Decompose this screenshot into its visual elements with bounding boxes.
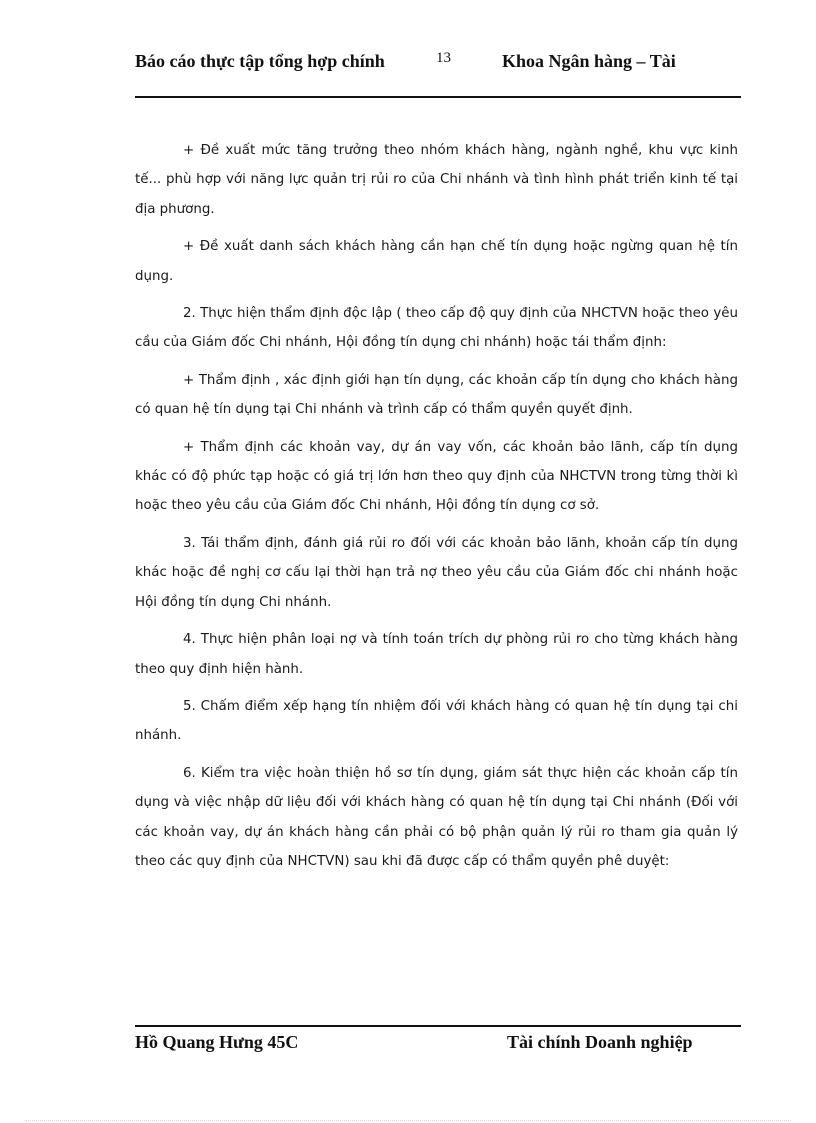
footer-rule (135, 1025, 741, 1027)
footer-major: Tài chính Doanh nghiệp (507, 1032, 693, 1052)
paragraph: + Đề xuất danh sách khách hàng cần hạn chế tín dụng hoặc ngừng quan hệ tín dụng. (135, 239, 738, 284)
paragraph: 6. Kiểm tra việc hoàn thiện hồ sơ tín dụng, giám sát thực hiện các khoản cấp tín dụng và việc nhập dữ liệu đối với khách hàng có quan hệ tín dụng tại Chi nhánh (Đối với các khoản vay, dự án khách hàng cần phải có bộ phận quản lý rủi ro tham gia quản lý theo các quy định của NHCTVN) sau khi đã được cấp có thẩm quyền phê duyệt: (135, 765, 738, 869)
page-number: 13 (436, 50, 451, 66)
footer-author: Hồ Quang Hưng 45C (135, 1032, 299, 1052)
header-faculty: Khoa Ngân hàng – Tài (502, 51, 676, 71)
page-edge-divider (25, 1120, 791, 1121)
header-report-title: Báo cáo thực tập tổng hợp chính (135, 51, 385, 71)
paragraph: + Đề xuất mức tăng trưởng theo nhóm khách hàng, ngành nghề, khu vực kinh tế... phù hợp với năng lực quản trị rủi ro của Chi nhánh và tình hình phát triển kinh tế tại địa phương. (135, 143, 738, 217)
paragraph: 4. Thực hiện phân loại nợ và tính toán trích dự phòng rủi ro cho từng khách hàng theo quy định hiện hành. (135, 632, 738, 677)
document-body (135, 136, 738, 884)
paragraph: + Thẩm định , xác định giới hạn tín dụng, các khoản cấp tín dụng cho khách hàng có quan hệ tín dụng tại Chi nhánh và trình cấp có thẩm quyền quyết định. (135, 372, 738, 418)
paragraph: 5. Chấm điểm xếp hạng tín nhiệm đối với khách hàng có quan hệ tín dụng tại chi nhánh. (135, 698, 738, 744)
paragraph: 2. Thực hiện thẩm định độc lập ( theo cấp độ quy định của NHCTVN hoặc theo yêu cầu của Giám đốc Chi nhánh, Hội đồng tín dụng chi nhánh) hoặc tái thẩm định: (135, 306, 738, 351)
paragraph: + Thẩm định các khoản vay, dự án vay vốn, các khoản bảo lãnh, cấp tín dụng khác có độ phức tạp hoặc có giá trị lớn hơn theo quy định của NHCTVN trong từng thời kì hoặc theo yêu cầu của Giám đốc Chi nhánh, Hội đồng tín dụng cơ sở. (135, 439, 738, 514)
header-rule (135, 96, 741, 98)
paragraph: 3. Tái thẩm định, đánh giá rủi ro đối với các khoản bảo lãnh, khoản cấp tín dụng khác hoặc đề nghị cơ cấu lại thời hạn trả nợ theo yêu cầu của Giám đốc chi nhánh hoặc Hội đồng tín dụng Chi nhánh. (135, 535, 738, 610)
